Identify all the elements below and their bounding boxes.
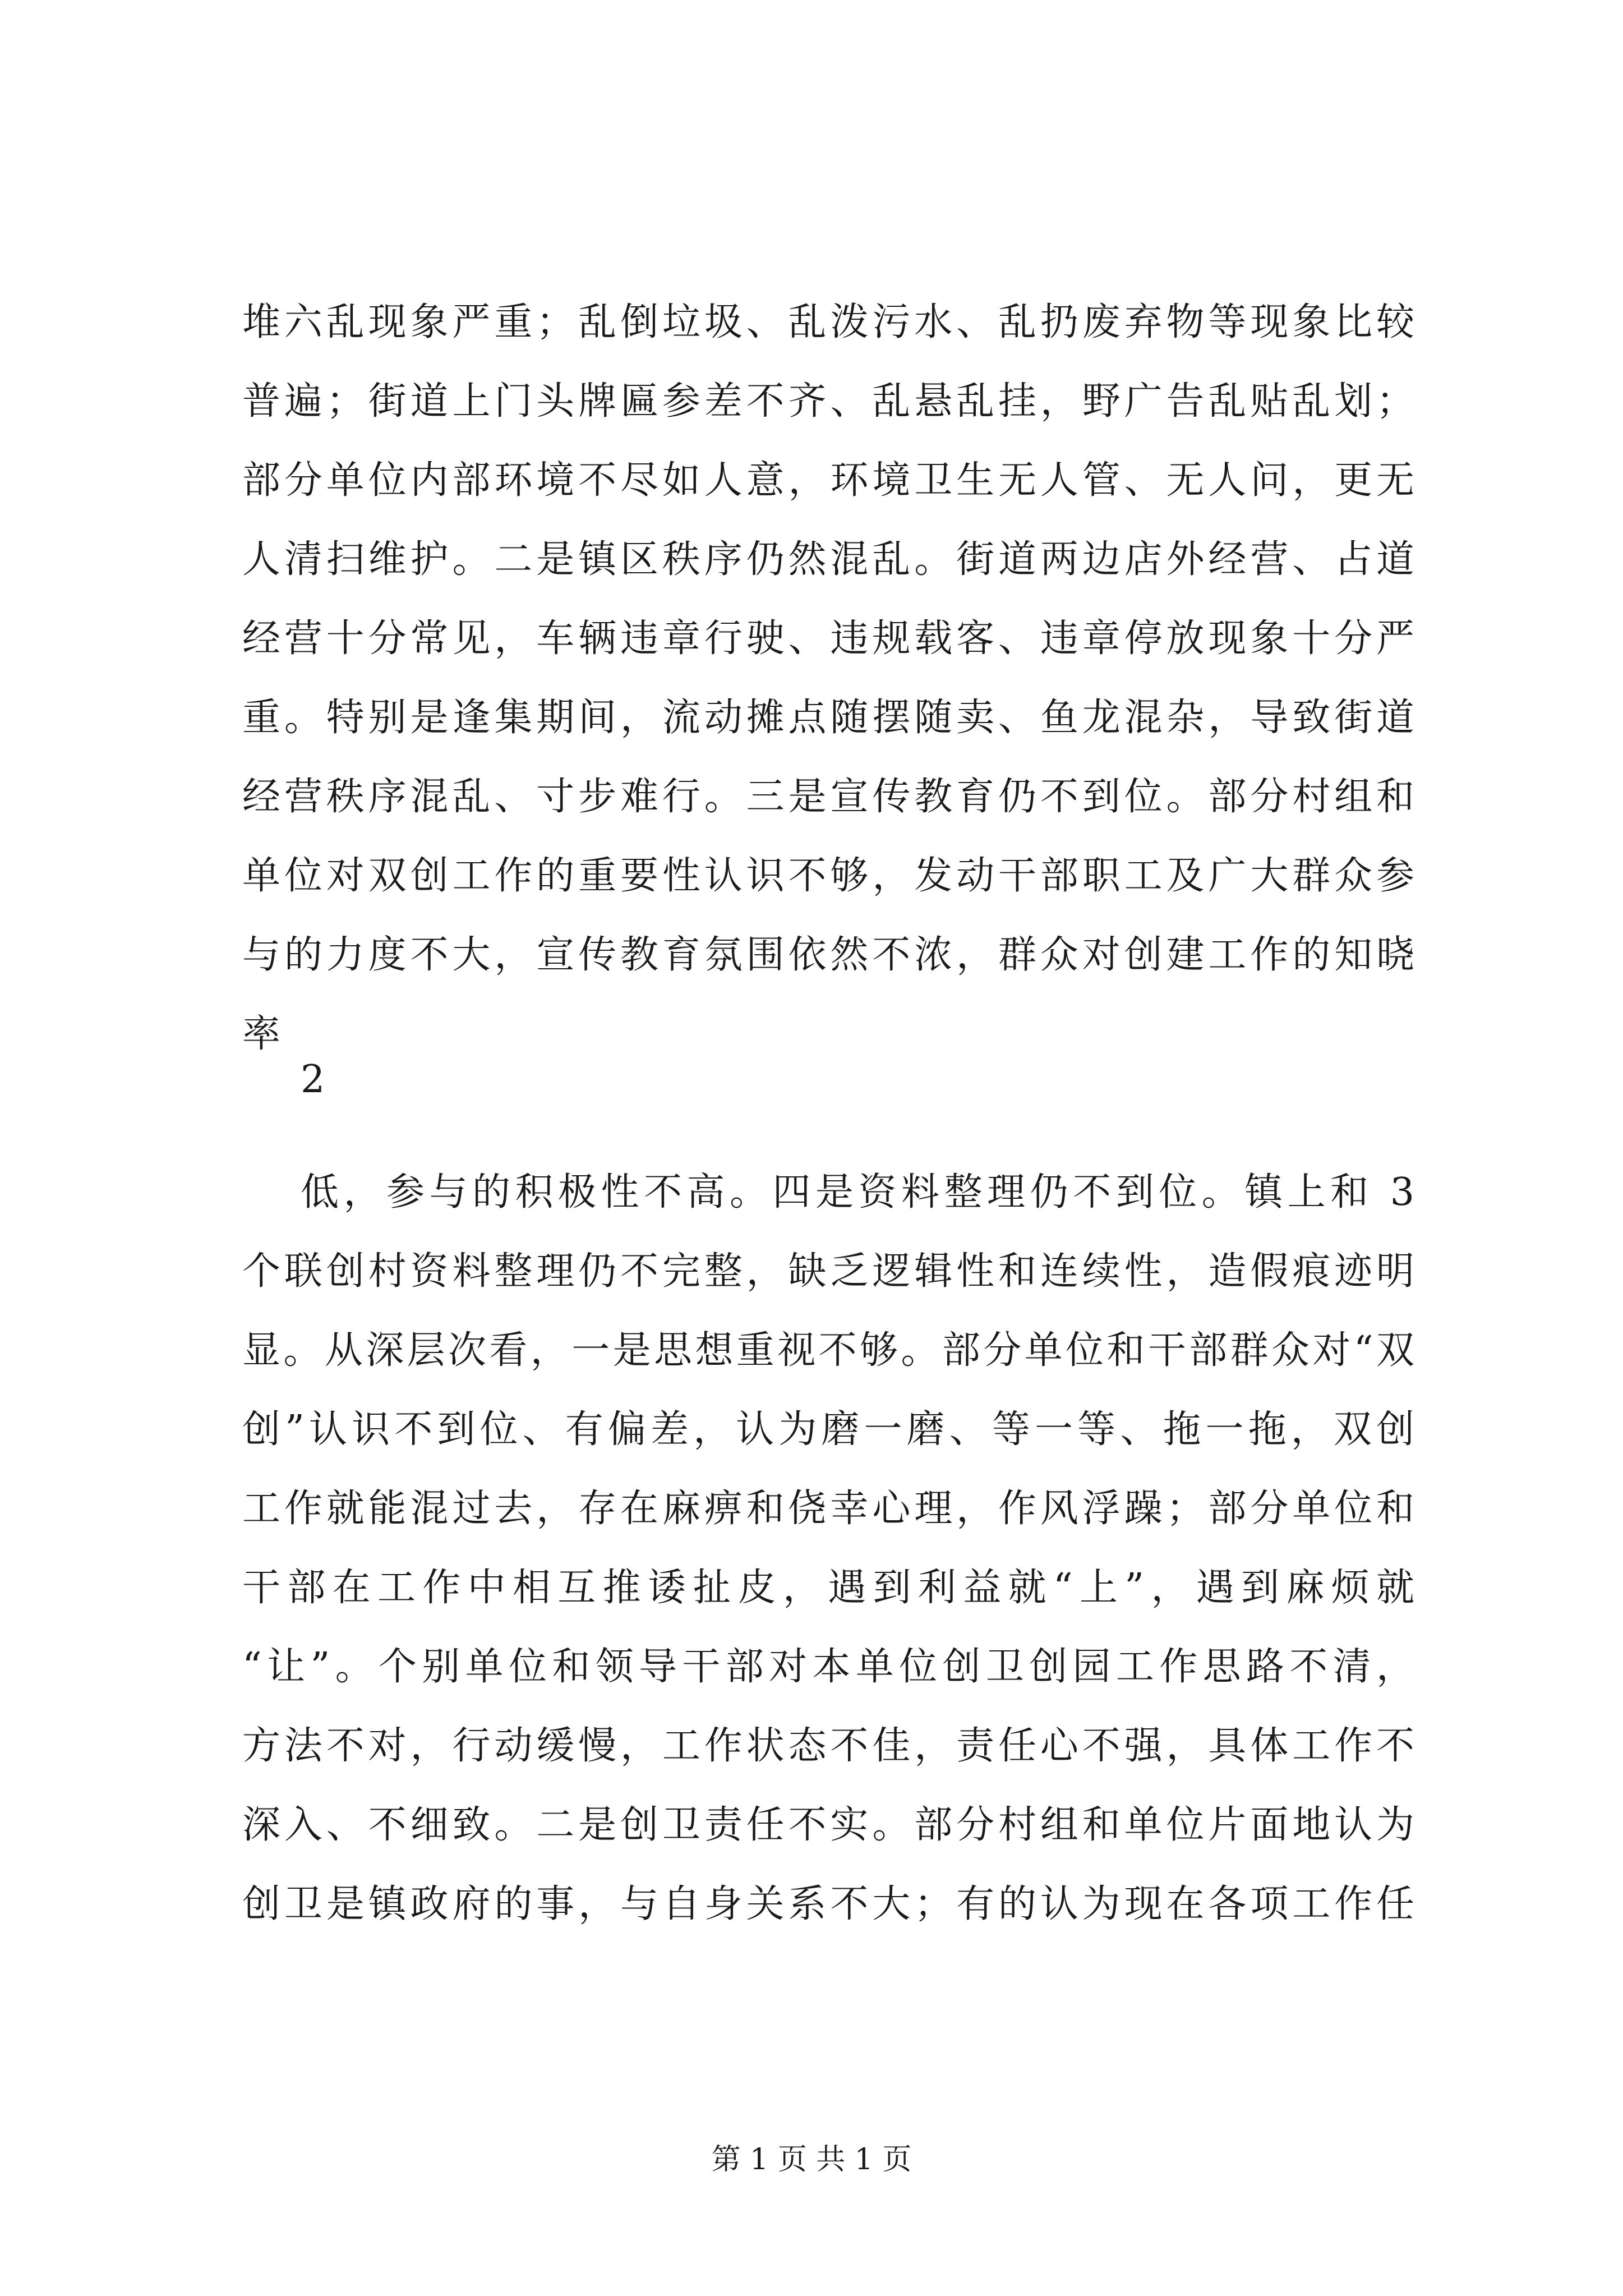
text-line: 人清扫维护。二是镇区秩序仍然混乱。街道两边店外经营、占道 xyxy=(242,537,1414,582)
text-line: 低，参与的积极性不高。四是资料整理仍不到位。镇上和 3 xyxy=(301,1170,1414,1214)
text-line: 显。从深层次看，一是思想重视不够。部分单位和干部群众对“双 xyxy=(242,1328,1414,1373)
inline-page-number: 2 xyxy=(301,1057,325,1102)
text-line: 与的力度不大，宣传教育氛围依然不浓，群众对创建工作的知晓 xyxy=(242,933,1414,977)
text-line: 率 xyxy=(242,1012,281,1056)
text-line: 部分单位内部环境不尽如人意，环境卫生无人管、无人问，更无 xyxy=(242,458,1414,503)
text-line: “让”。个别单位和领导干部对本单位创卫创园工作思路不清， xyxy=(242,1645,1414,1689)
text-line: 经营秩序混乱、寸步难行。三是宣传教育仍不到位。部分村组和 xyxy=(242,775,1414,819)
page-footer: 第 1 页 共 1 页 xyxy=(711,2143,912,2177)
text-line: 干部在工作中相互推诿扯皮，遇到利益就“上”，遇到麻烦就 xyxy=(242,1566,1414,1610)
text-line: 单位对双创工作的重要性认识不够，发动干部职工及广大群众参 xyxy=(242,854,1414,898)
text-line: 堆六乱现象严重；乱倒垃圾、乱泼污水、乱扔废弃物等现象比较 xyxy=(242,300,1414,344)
text-line: 深入、不细致。二是创卫责任不实。部分村组和单位片面地认为 xyxy=(242,1803,1414,1847)
text-line: 创卫是镇政府的事，与自身关系不大；有的认为现在各项工作任 xyxy=(242,1882,1414,1926)
text-line: 重。特别是逢集期间，流动摊点随摆随卖、鱼龙混杂，导致街道 xyxy=(242,696,1414,740)
text-line: 普遍；街道上门头牌匾参差不齐、乱悬乱挂，野广告乱贴乱划； xyxy=(242,379,1414,424)
text-line: 个联创村资料整理仍不完整，缺乏逻辑性和连续性，造假痕迹明 xyxy=(242,1249,1414,1294)
text-line: 工作就能混过去，存在麻痹和侥幸心理，作风浮躁；部分单位和 xyxy=(242,1487,1414,1531)
text-line: 方法不对，行动缓慢，工作状态不佳，责任心不强，具体工作不 xyxy=(242,1724,1414,1768)
text-line: 创”认识不到位、有偏差，认为磨一磨、等一等、拖一拖，双创 xyxy=(242,1407,1414,1452)
text-line: 经营十分常见，车辆违章行驶、违规载客、违章停放现象十分严 xyxy=(242,616,1414,661)
